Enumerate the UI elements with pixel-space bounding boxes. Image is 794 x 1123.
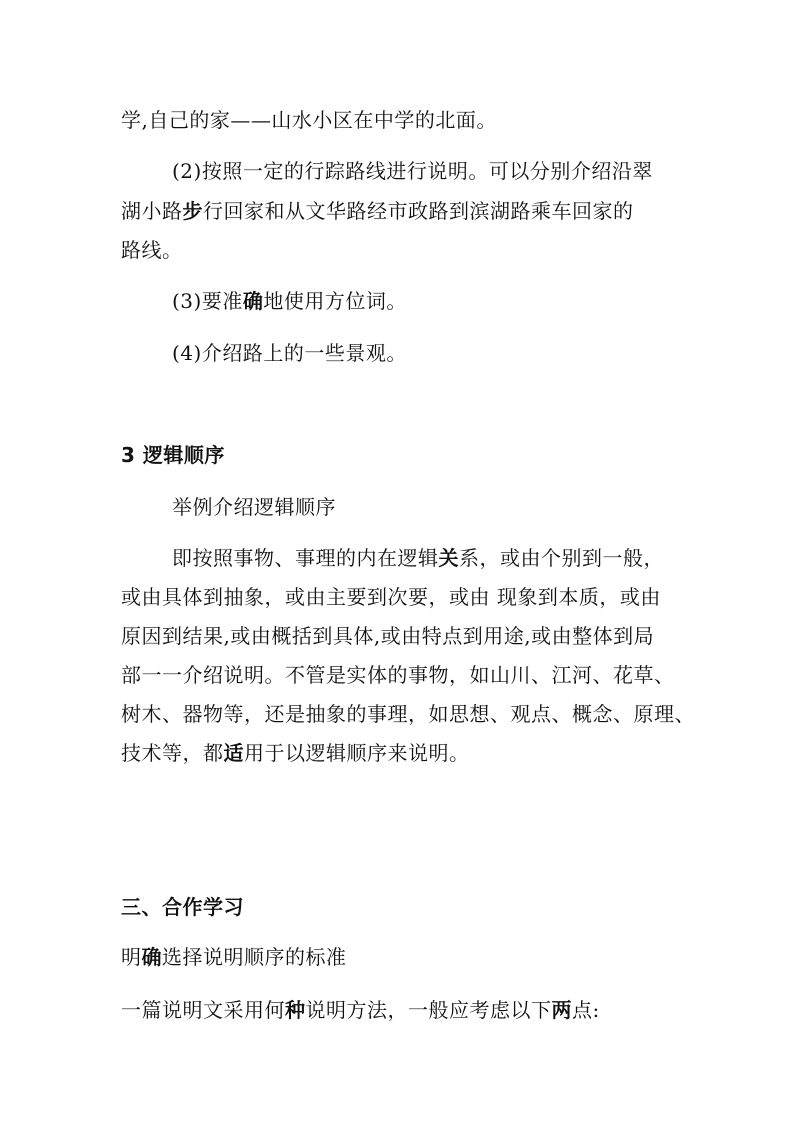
bold-text: 适 xyxy=(223,741,244,765)
bold-text: 两 xyxy=(551,998,572,1022)
text: 行回家和从文华路经市政路到滨湖路乘车回家的 xyxy=(203,199,634,223)
text: (2)按照一定的行踪路线进行说明。可以分别介绍沿翠 xyxy=(172,159,653,183)
paragraph-line xyxy=(121,702,695,726)
bold-text: 种 xyxy=(285,998,306,1022)
text: 明 xyxy=(121,945,142,969)
paragraph-line xyxy=(121,624,654,648)
paragraph-line xyxy=(121,663,675,687)
text: 原因到结果,或由概括到具体,或由特点到用途,或由整体到局 xyxy=(121,624,655,648)
text: 部一一介绍说明。不管是实体的事物，如山川、江河、花草、 xyxy=(121,663,675,687)
bold-text: 确 xyxy=(242,289,264,313)
text: 树木、器物等，还是抽象的事理，如思想、观点、概念、原理、 xyxy=(121,702,695,726)
section-heading: 三、合作学习 xyxy=(121,895,244,919)
text: 或由具体到抽象，或由主要到次要，或由 现象到本质，或由 xyxy=(121,585,661,609)
paragraph-line xyxy=(121,108,497,132)
paragraph-line xyxy=(121,199,634,223)
paragraph-line xyxy=(121,238,183,262)
paragraph-line xyxy=(172,289,407,313)
text: (4)介绍路上的一些景观。 xyxy=(172,341,407,365)
text: 举例介绍逻辑顺序 xyxy=(172,495,336,519)
text: 学,自己的家——山水小区在中学的北面。 xyxy=(121,108,497,132)
text: 即按照事物、事理的内在逻辑 xyxy=(172,546,439,570)
text: 路线。 xyxy=(121,238,183,262)
bold-text: 确 xyxy=(141,945,162,969)
text: 说明方法，一般应考虑以下 xyxy=(305,998,552,1022)
paragraph-line xyxy=(172,159,653,183)
paragraph-line xyxy=(172,341,407,365)
bold-text: 步 xyxy=(182,199,203,223)
text: 用于以逻辑顺序来说明。 xyxy=(244,741,470,765)
text: 一篇说明文采用何 xyxy=(121,998,285,1022)
text: 选择说明顺序的标准 xyxy=(162,945,347,969)
paragraph-line xyxy=(121,998,600,1022)
paragraph-line xyxy=(121,741,470,765)
bold-text: 关 xyxy=(438,546,459,570)
text: 湖小路 xyxy=(121,199,183,223)
section-heading: 3 逻辑顺序 xyxy=(121,443,225,467)
text: 系，或由个别到一般， xyxy=(459,546,664,570)
text: 技术等，都 xyxy=(121,741,224,765)
paragraph-line xyxy=(172,546,664,570)
paragraph-line xyxy=(121,585,661,609)
paragraph-line xyxy=(121,945,347,969)
text: (3)要准 xyxy=(172,289,243,313)
text: 点: xyxy=(572,998,600,1022)
section-subtitle xyxy=(172,495,336,519)
text: 地使用方位词。 xyxy=(263,289,407,313)
